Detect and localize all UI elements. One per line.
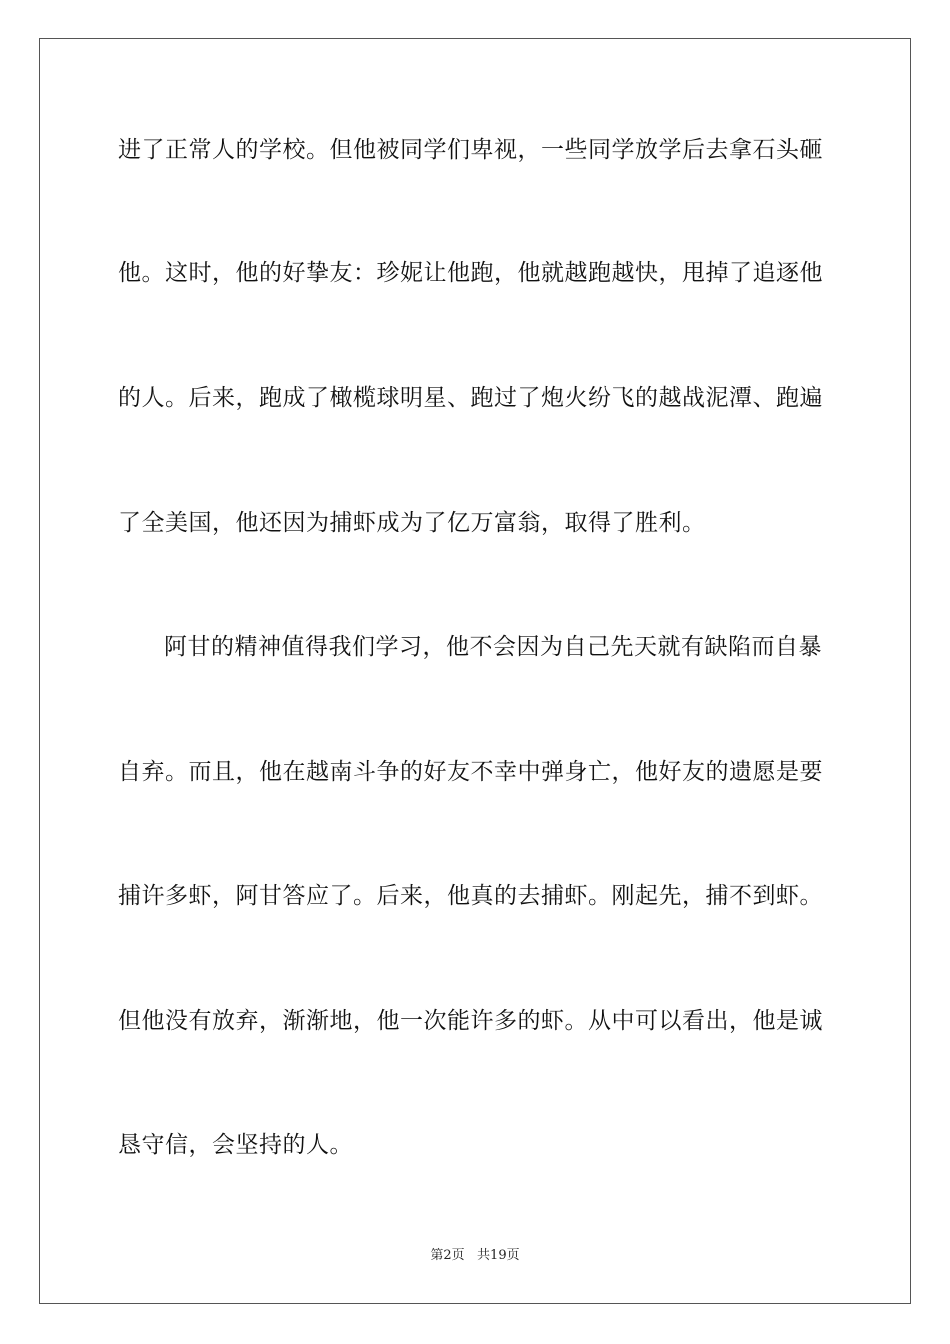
text-line-9: 恳守信，会坚持的人。 — [118, 1132, 353, 1158]
text-line-3: 的人。后来，跑成了橄榄球明星、跑过了炮火纷飞的越战泥潭、跑遍 — [118, 385, 823, 411]
text-line-8: 但他没有放弃，渐渐地，他一次能许多的虾。从中可以看出，他是诚 — [118, 1008, 823, 1034]
text-line-1: 进了正常人的学校。但他被同学们卑视，一些同学放学后去拿石头砸 — [118, 137, 823, 163]
text-line-6: 自弃。而且，他在越南斗争的好友不幸中弹身亡，他好友的遗愿是要 — [118, 759, 823, 785]
text-line-4: 了全美国，他还因为捕虾成为了亿万富翁，取得了胜利。 — [118, 510, 706, 536]
page-number-footer: 第2页 共19页 — [430, 1248, 520, 1263]
text-line-5: 阿甘的精神值得我们学习，他不会因为自己先天就有缺陷而自暴 — [164, 634, 822, 660]
text-line-7: 捕许多虾，阿甘答应了。后来，他真的去捕虾。刚起先，捕不到虾。 — [118, 883, 823, 909]
text-line-2: 他。这时，他的好挚友：珍妮让他跑，他就越跑越快，甩掉了追逐他 — [118, 260, 823, 286]
page-frame — [39, 38, 911, 1304]
